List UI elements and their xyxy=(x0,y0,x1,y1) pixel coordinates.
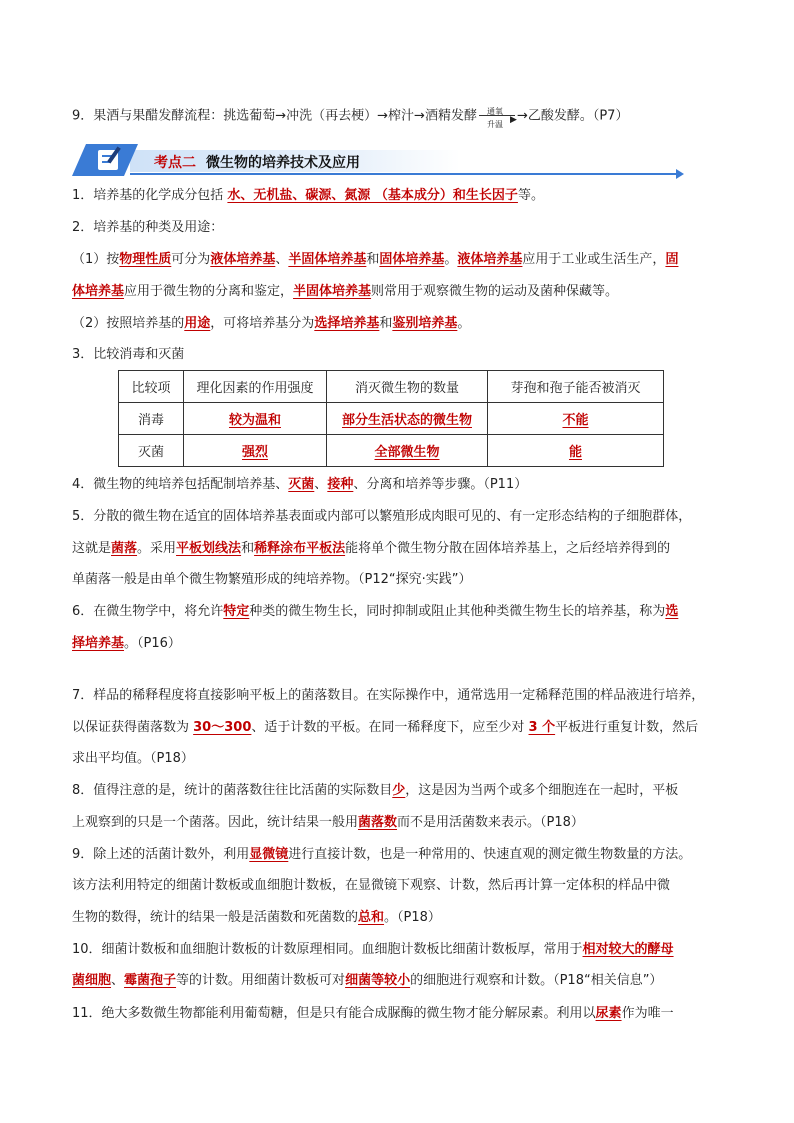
text: 和 xyxy=(241,541,255,556)
text: 5．分散的微生物在适宜的固体培养基表面或内部可以繁殖形成肉眼可见的、有一定形态结构的子细胞群体， xyxy=(72,509,692,524)
text: 2．培养基的种类及用途： xyxy=(72,220,224,235)
answer: 3 个 xyxy=(528,720,556,735)
table-cell: 消毒 xyxy=(119,403,184,435)
text: 等的计数。用细菌计数板可对 xyxy=(176,973,346,988)
answer: 半固体培养基 xyxy=(293,284,372,299)
text: 、 xyxy=(314,477,328,492)
answer: 特定 xyxy=(223,604,250,619)
answer: 总和 xyxy=(358,910,385,925)
item-2-1-line2 xyxy=(72,282,618,302)
section-rule xyxy=(130,173,680,175)
text: 和 xyxy=(379,316,393,331)
text: 这就是 xyxy=(72,541,112,556)
table-cell-answer: 较为温和 xyxy=(228,413,281,428)
text: 的细胞进行观察和计数。（P18“相关信息”） xyxy=(410,973,663,988)
item-3 xyxy=(72,345,184,365)
item-9b-line1 xyxy=(72,845,691,865)
answer: 固 xyxy=(665,252,679,267)
text: 该方法利用特定的细菌计数板或血细胞计数板，在显微镜下观察、计数，然后再计算一定体积的样品中微 xyxy=(72,878,671,893)
section-title: 微生物的培养技术及应用 xyxy=(206,155,360,171)
comparison-table xyxy=(118,370,664,467)
text: 1．培养基的化学成分包括 xyxy=(72,188,228,203)
text: 7．样品的稀释程度将直接影响平板上的菌落数目。在实际操作中，通常选用一定稀释范围的样品液进行培养， xyxy=(72,688,705,703)
answer: 固体培养基 xyxy=(379,252,445,267)
item-9-suffix: →乙酸发酵。（P7） xyxy=(516,108,629,124)
table-header: 比较项 xyxy=(119,371,184,403)
text: 、 xyxy=(275,252,289,267)
text: 种类的微生物生长，同时抑制或阻止其他种类微生物生长的培养基，称为 xyxy=(249,604,666,619)
table-cell-answer: 不能 xyxy=(562,413,589,428)
text: 、 xyxy=(111,973,125,988)
text: 、适于计数的平板。在同一稀释度下，应至少对 xyxy=(251,720,529,735)
text: 和 xyxy=(366,252,380,267)
answer: 细菌等较小 xyxy=(345,973,411,988)
answer: 液体培养基 xyxy=(210,252,276,267)
item-1 xyxy=(72,186,544,206)
section-header xyxy=(72,144,684,176)
arrow-bottom-label: 升温 xyxy=(486,120,503,129)
table-cell: 灭菌 xyxy=(119,435,184,467)
text: 应用于微生物的分离和鉴定， xyxy=(124,284,294,299)
text: 、分离和培养等步骤。（P11） xyxy=(353,477,528,492)
text: 11．绝大多数微生物都能利用葡萄糖，但是只有能合成脲酶的微生物才能分解尿素。利用以 xyxy=(72,1006,596,1021)
table-cell-answer: 部分生活状态的微生物 xyxy=(341,413,472,428)
text: 生物的数得，统计的结果一般是活菌数和死菌数的 xyxy=(72,910,359,925)
answer: 选择培养基 xyxy=(314,316,380,331)
table-row xyxy=(119,403,664,435)
item-8-line2 xyxy=(72,813,584,833)
table-header: 消灭微生物的数量 xyxy=(327,371,488,403)
table-row xyxy=(119,435,664,467)
answer: 体培养基 xyxy=(72,284,125,299)
text: 。 xyxy=(444,252,458,267)
item-2-1-line1 xyxy=(72,250,678,270)
text: 单菌落一般是由单个微生物繁殖形成的纯培养物。（P12“探究·实践”） xyxy=(72,572,472,587)
text: 10．细菌计数板和血细胞计数板的计数原理相同。血细胞计数板比细菌计数板厚，常用于 xyxy=(72,942,583,957)
item-7-line1 xyxy=(72,686,704,706)
answer: 液体培养基 xyxy=(457,252,523,267)
text: 4．微生物的纯培养包括配制培养基、 xyxy=(72,477,289,492)
answer: 平板划线法 xyxy=(176,541,242,556)
answer: 菌落 xyxy=(111,541,138,556)
table-cell-answer: 全部微生物 xyxy=(374,445,440,460)
item-7-line3 xyxy=(72,749,194,769)
table-header: 理化因素的作用强度 xyxy=(184,371,327,403)
answer: 鉴别培养基 xyxy=(392,316,458,331)
text: （1）按 xyxy=(72,252,120,267)
table-cell-answer: 能 xyxy=(568,445,582,460)
text: 则常用于观察微生物的运动及菌种保藏等。 xyxy=(371,284,619,299)
text: 进行直接计数，也是一种常用的、快速直观的测定微生物数量的方法。 xyxy=(288,847,692,862)
answer: 用途 xyxy=(184,316,211,331)
text: （2）按照培养基的 xyxy=(72,316,185,331)
answer: 尿素 xyxy=(595,1006,622,1021)
text: 作为唯一 xyxy=(621,1006,674,1021)
text: 可分为 xyxy=(171,252,211,267)
answer: 30～300 xyxy=(193,720,252,735)
item-6-line1 xyxy=(72,602,678,622)
answer: 物理性质 xyxy=(119,252,172,267)
text: 。（P18） xyxy=(384,910,441,925)
answer: 显微镜 xyxy=(249,847,289,862)
answer: 相对较大的酵母 xyxy=(582,942,674,957)
item-4 xyxy=(72,475,527,495)
table-header: 芽孢和孢子能否被消灭 xyxy=(488,371,664,403)
answer: 少 xyxy=(392,783,406,798)
text: 而不是用活菌数来表示。（P18） xyxy=(397,815,584,830)
text: ，可将培养基分为 xyxy=(210,316,315,331)
table-cell-answer: 强烈 xyxy=(241,445,268,460)
text: 以保证获得菌落数为 xyxy=(72,720,194,735)
text: 上观察到的只是一个菌落。因此，统计结果一般用 xyxy=(72,815,359,830)
answer: 菌落数 xyxy=(358,815,398,830)
answer: 霉菌孢子 xyxy=(124,973,177,988)
answer: 灭菌 xyxy=(288,477,315,492)
text: 9．除上述的活菌计数外，利用 xyxy=(72,847,250,862)
item-9 xyxy=(72,106,628,127)
text: 等。 xyxy=(517,188,544,203)
text: 平板进行重复计数，然后 xyxy=(555,720,699,735)
answer: 择培养基 xyxy=(72,636,125,651)
text: 。（P16） xyxy=(124,636,181,651)
item-9b-line3 xyxy=(72,908,441,928)
arrow-annotation xyxy=(477,106,517,129)
text: 求出平均值。（P18） xyxy=(72,751,194,766)
answer: 接种 xyxy=(327,477,354,492)
text: 6．在微生物学中，将允许 xyxy=(72,604,224,619)
item-11 xyxy=(72,1004,674,1024)
answer: 水、无机盐、碳源、氮源 （基本成分）和生长因子 xyxy=(227,188,518,203)
item-5-line1 xyxy=(72,507,691,527)
answer: 半固体培养基 xyxy=(288,252,367,267)
text: 3．比较消毒和灭菌 xyxy=(72,347,185,362)
table-header-row xyxy=(119,371,664,403)
section-label: 考点二 xyxy=(154,155,196,171)
text: 应用于工业或生活生产， xyxy=(522,252,666,267)
item-10-line1 xyxy=(72,940,674,960)
arrow-top-label: 通氧 xyxy=(486,107,503,116)
item-9b-line2 xyxy=(72,876,670,896)
item-10-line2 xyxy=(72,971,662,991)
answer: 稀释涂布平板法 xyxy=(254,541,346,556)
arrow-head-icon: ▶ xyxy=(510,115,517,125)
text: ，这是因为当两个或多个细胞连在一起时，平板 xyxy=(405,783,679,798)
text: 。采用 xyxy=(137,541,177,556)
item-6-line2 xyxy=(72,634,181,654)
item-2 xyxy=(72,218,223,238)
item-7-line2 xyxy=(72,718,698,738)
item-2-2 xyxy=(72,314,470,334)
text: 8．值得注意的是，统计的菌落数往往比活菌的实际数目 xyxy=(72,783,393,798)
item-5-line2 xyxy=(72,539,670,559)
item-8-line1 xyxy=(72,781,678,801)
text: 能将单个微生物分散在固体培养基上，之后经培养得到的 xyxy=(345,541,671,556)
rule-arrow-icon xyxy=(676,169,684,179)
text: 。 xyxy=(457,316,471,331)
item-9-text: 9．果酒与果醋发酵流程：挑选葡萄→冲洗（再去梗）→榨汁→酒精发酵 xyxy=(72,108,477,124)
answer: 选 xyxy=(665,604,679,619)
item-5-line3 xyxy=(72,570,471,590)
answer: 菌细胞 xyxy=(72,973,112,988)
